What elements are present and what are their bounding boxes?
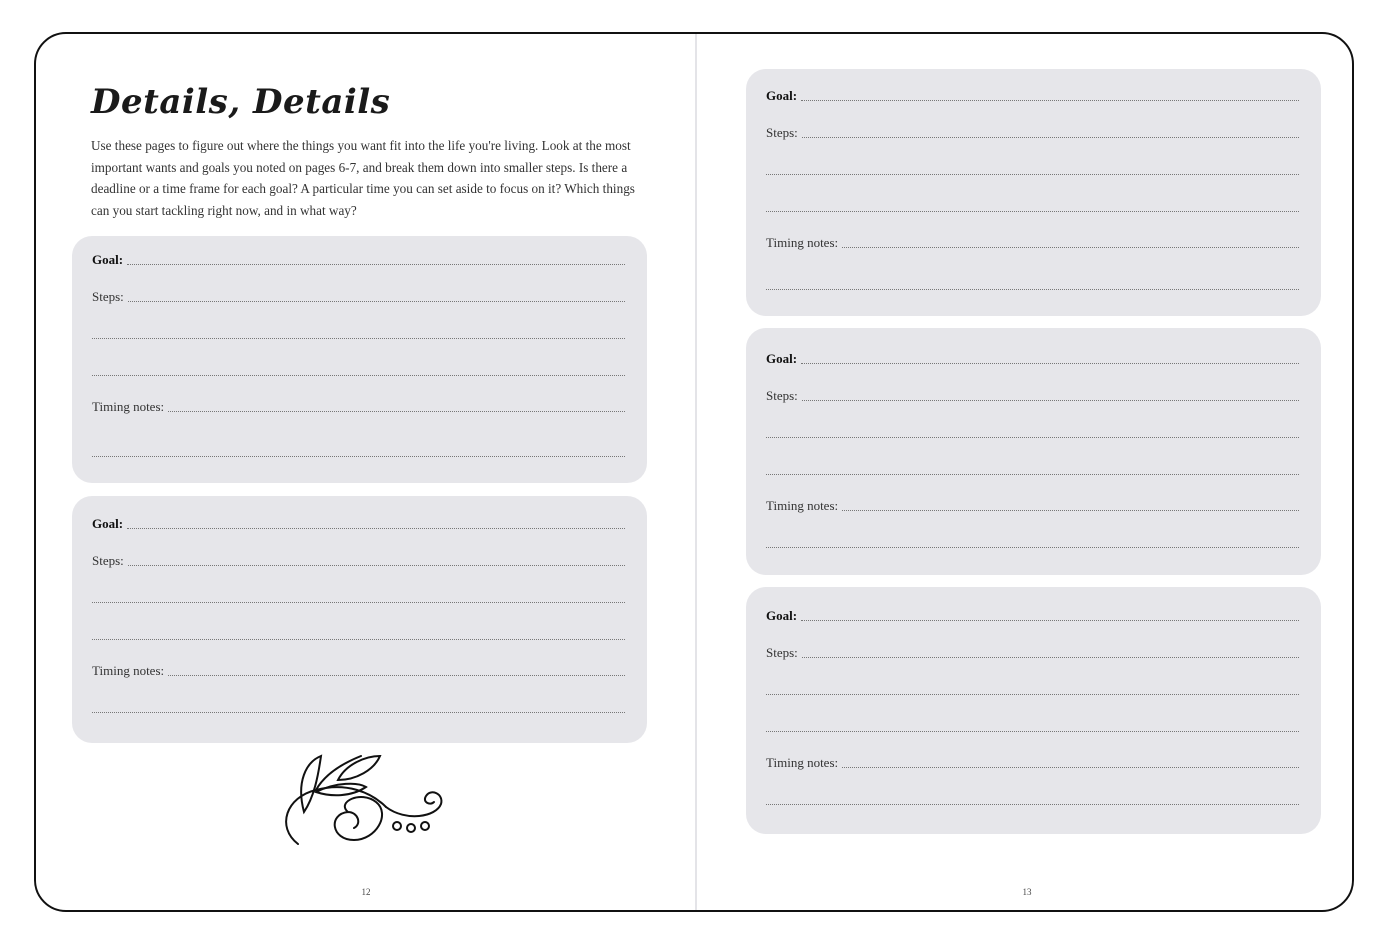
timing-label: Timing notes:: [92, 399, 165, 414]
goal-label: Goal:: [766, 351, 798, 366]
page-number-left: 12: [361, 887, 371, 897]
goal-row[interactable]: [766, 349, 1299, 367]
steps-label: Steps:: [766, 125, 798, 140]
timing-row[interactable]: [92, 661, 625, 679]
steps-row[interactable]: [92, 287, 625, 305]
steps-blank-line[interactable]: [766, 160, 1299, 178]
steps-line: [802, 137, 1299, 138]
timing-row[interactable]: [92, 397, 625, 415]
goal-label: Goal:: [92, 516, 124, 531]
goal-row[interactable]: [766, 606, 1299, 624]
page-number-right: 13: [1022, 887, 1032, 897]
goal-line: [801, 363, 1299, 364]
timing-row[interactable]: [766, 233, 1299, 251]
steps-line: [128, 301, 625, 302]
steps-blank-line[interactable]: [766, 197, 1299, 215]
timing-line: [168, 675, 625, 676]
goal-row[interactable]: [766, 86, 1299, 104]
timing-blank-line[interactable]: [766, 790, 1299, 808]
steps-line: [802, 657, 1299, 658]
timing-label: Timing notes:: [92, 663, 165, 678]
timing-row[interactable]: [766, 496, 1299, 514]
steps-line: [802, 400, 1299, 401]
steps-row[interactable]: [766, 386, 1299, 404]
timing-blank-line[interactable]: [92, 442, 625, 460]
book-spine: [695, 34, 697, 910]
goal-label: Goal:: [766, 608, 798, 623]
steps-row[interactable]: [766, 123, 1299, 141]
timing-blank-line[interactable]: [766, 275, 1299, 293]
goal-row[interactable]: [92, 514, 625, 532]
goal-row[interactable]: [92, 250, 625, 268]
goal-card-1: [72, 236, 647, 483]
steps-blank-line[interactable]: [766, 460, 1299, 478]
timing-blank-line[interactable]: [92, 698, 625, 716]
goal-label: Goal:: [92, 252, 124, 267]
notebook-spread: [34, 32, 1354, 912]
timing-blank-line[interactable]: [766, 533, 1299, 551]
steps-row[interactable]: [766, 643, 1299, 661]
steps-blank-line[interactable]: [766, 423, 1299, 441]
page-title: Details, Details: [91, 82, 391, 122]
goal-card-5: [746, 587, 1321, 834]
steps-label: Steps:: [766, 388, 798, 403]
steps-label: Steps:: [766, 645, 798, 660]
intro-paragraph: Use these pages to figure out where the things you want fit into the life you're living. Look at the most important wants and goals you noted on pages 6-7, and break them down into smaller steps. Is there a deadline or a time frame for each goal? A particular time you can set aside to focus on it? Which things can you start tackling right now, and in what way?: [91, 138, 635, 218]
steps-label: Steps:: [92, 289, 124, 304]
timing-line: [842, 510, 1299, 511]
goal-card-4: [746, 328, 1321, 575]
floral-flourish-icon: [276, 752, 446, 852]
timing-label: Timing notes:: [766, 755, 839, 770]
goal-line: [801, 620, 1299, 621]
timing-line: [842, 247, 1299, 248]
timing-label: Timing notes:: [766, 498, 839, 513]
steps-blank-line[interactable]: [92, 588, 625, 606]
timing-label: Timing notes:: [766, 235, 839, 250]
steps-blank-line[interactable]: [766, 680, 1299, 698]
steps-blank-line[interactable]: [92, 324, 625, 342]
goal-card-2: [72, 496, 647, 743]
goal-line: [127, 528, 625, 529]
steps-blank-line[interactable]: [92, 625, 625, 643]
goal-label: Goal:: [766, 88, 798, 103]
goal-card-3: [746, 69, 1321, 316]
steps-row[interactable]: [92, 551, 625, 569]
goal-line: [127, 264, 625, 265]
goal-line: [801, 100, 1299, 101]
steps-blank-line[interactable]: [92, 361, 625, 379]
steps-label: Steps:: [92, 553, 124, 568]
timing-line: [168, 411, 625, 412]
timing-line: [842, 767, 1299, 768]
steps-blank-line[interactable]: [766, 717, 1299, 735]
steps-line: [128, 565, 625, 566]
timing-row[interactable]: [766, 753, 1299, 771]
